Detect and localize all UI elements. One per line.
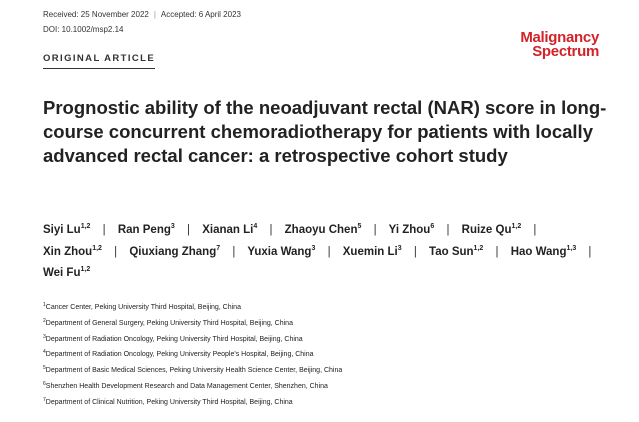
author-affiliation-marker: 4: [253, 223, 258, 230]
author-name[interactable]: [462, 224, 522, 236]
affiliation-number: 2: [43, 317, 46, 324]
date-separator: |: [153, 10, 156, 19]
author-divider: |: [269, 224, 273, 236]
affiliation-item: [43, 335, 342, 351]
author-affiliation-marker: 1,3: [566, 244, 577, 252]
affiliation-item: [43, 398, 342, 414]
affiliation-item: [43, 319, 342, 335]
affiliation-text: Department of Radiation Oncology, Peking University People's Hospital, Beijing, China: [45, 351, 314, 359]
affiliation-text: Department of General Surgery, Peking University Third Hospital, Beijing, China: [45, 319, 293, 327]
author-divider: |: [588, 245, 592, 258]
author-affiliation-marker: 1,2: [80, 223, 91, 230]
received-date: Received: 25 November 2022: [43, 10, 149, 19]
author-divider: |: [232, 245, 236, 258]
author-affiliation-marker: 3: [397, 244, 402, 252]
affiliation-text: Cancer Center, Peking University Third Hospital, Beijing, China: [45, 304, 241, 311]
journal-logo-line2: Spectrum: [532, 43, 599, 60]
affiliation-text: Department of Basic Medical Sciences, Peking University Health Science Center, Beijing, China: [45, 367, 343, 375]
author-divider: |: [495, 245, 499, 258]
author-divider: |: [533, 224, 537, 236]
author-affiliation-marker: 1,2: [473, 244, 484, 252]
article-dates: [43, 10, 241, 19]
author-divider: |: [187, 224, 190, 236]
author-list: [43, 220, 603, 285]
affiliation-number: 3: [43, 333, 46, 340]
author-name[interactable]: [247, 246, 315, 258]
article-title: Prognostic ability of the neoadjuvant rectal (NAR) score in long-course concurrent chemoradiotherapy for patients with locally advanced rectal cancer: a retrospective cohort study: [43, 97, 607, 166]
author-divider: |: [413, 245, 417, 258]
author-affiliation-marker: 5: [357, 223, 362, 230]
affiliation-item: [43, 382, 342, 398]
author-name[interactable]: [202, 224, 257, 236]
author-name[interactable]: [118, 224, 175, 236]
author-name-text: Tao Sun: [429, 245, 474, 258]
affiliation-number: 5: [43, 365, 46, 372]
author-name-text: Yuxia Wang: [247, 245, 312, 258]
author-name-text: Xin Zhou: [43, 245, 93, 258]
author-divider: |: [446, 224, 450, 236]
affiliation-number: 4: [43, 349, 46, 356]
affiliation-item: [43, 303, 342, 319]
author-name-text: Siyi Lu: [43, 224, 81, 236]
author-name[interactable]: [429, 246, 483, 258]
author-divider: |: [102, 224, 106, 236]
author-divider: |: [114, 245, 118, 258]
affiliation-list: [43, 303, 342, 414]
author-affiliation-marker: 3: [170, 223, 175, 230]
author-name-text: Ran Peng: [117, 224, 171, 236]
author-affiliation-marker: 1,2: [511, 223, 522, 230]
author-name[interactable]: [43, 246, 102, 258]
author-name-text: Qiuxiang Zhang: [129, 245, 217, 258]
affiliation-item: [43, 350, 342, 366]
accepted-date: Accepted: 6 April 2023: [160, 10, 241, 19]
affiliation-item: [43, 366, 342, 382]
author-name[interactable]: [285, 224, 362, 236]
doi[interactable]: DOI: 10.1002/msp2.14: [43, 25, 124, 34]
journal-logo[interactable]: [520, 31, 599, 59]
affiliation-text: Department of Radiation Oncology, Peking University Third Hospital, Beijing, China: [45, 335, 303, 343]
author-name-text: Xuemin Li: [342, 245, 398, 258]
journal-logo-line1: Malignancy: [520, 29, 599, 46]
affiliation-number: 1: [43, 302, 46, 308]
author-affiliation-marker: 1,2: [92, 244, 102, 252]
author-name-text: Zhaoyu Chen: [284, 224, 358, 236]
author-name[interactable]: [343, 246, 402, 258]
affiliation-number: 6: [43, 380, 46, 387]
author-affiliation-marker: 7: [216, 244, 221, 252]
author-name-text: Hao Wang: [510, 245, 567, 258]
author-name[interactable]: [389, 224, 435, 236]
author-name[interactable]: [129, 246, 220, 258]
affiliation-text: Shenzhen Health Development Research and Data Management Center, Shenzhen, China: [45, 382, 328, 390]
affiliation-number: 7: [43, 396, 46, 403]
author-name-text: Yi Zhou: [388, 224, 431, 236]
author-name[interactable]: [511, 246, 577, 258]
article-type: ORIGINAL ARTICLE: [43, 53, 155, 69]
affiliation-text: Department of Clinical Nutrition, Peking University Third Hospital, Beijing, China: [45, 398, 293, 406]
author-divider: |: [373, 224, 377, 236]
author-affiliation-marker: 1,2: [80, 266, 91, 273]
author-affiliation-marker: 6: [430, 223, 435, 230]
author-name[interactable]: [43, 224, 90, 236]
author-divider: |: [327, 245, 331, 258]
author-affiliation-marker: 3: [311, 244, 316, 252]
author-name-text: Ruize Qu: [461, 224, 512, 236]
author-name-text: Xianan Li: [202, 224, 254, 236]
author-name-text: Wei Fu: [43, 267, 81, 279]
author-name[interactable]: [43, 267, 90, 279]
